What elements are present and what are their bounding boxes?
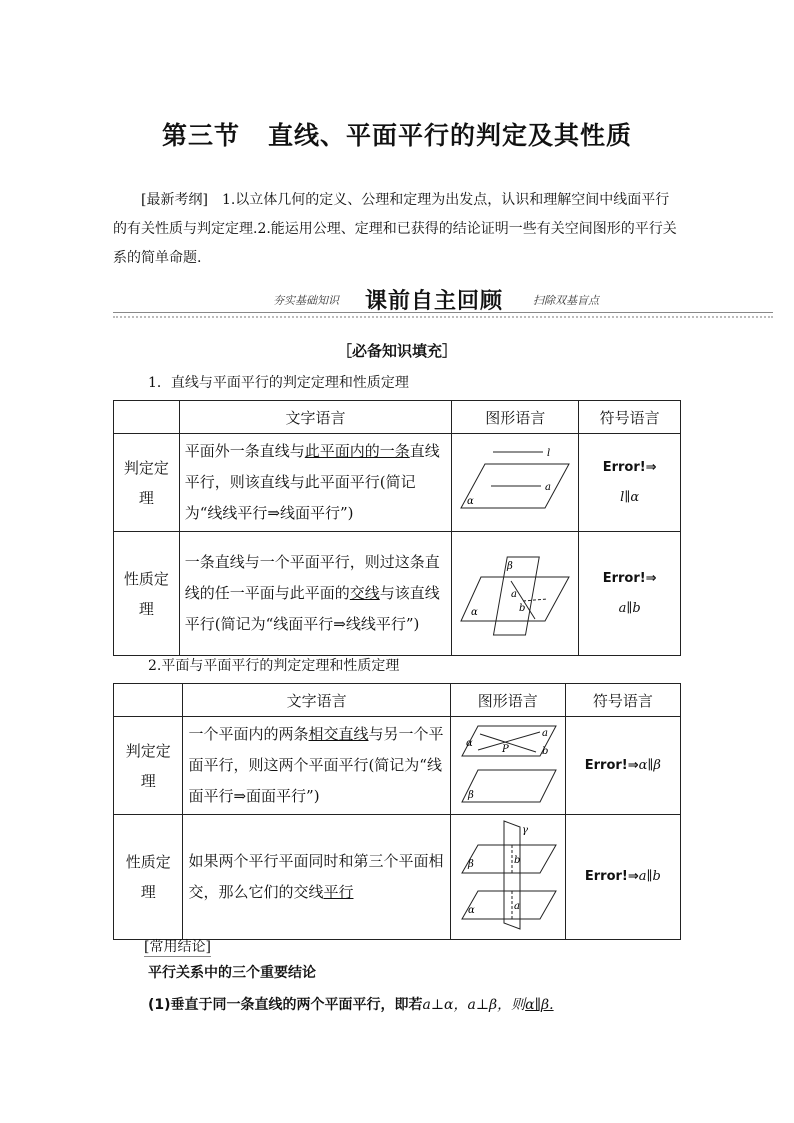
conclusions-tag: [常用结论] xyxy=(144,936,211,957)
syllabus-paragraph xyxy=(113,186,681,273)
label-alpha: α xyxy=(467,905,475,916)
row-label: 判定定理 xyxy=(114,434,180,532)
header-figure-language: 图形语言 xyxy=(450,684,565,717)
label-a: a xyxy=(545,481,552,493)
underlined-answer: 平行 xyxy=(323,883,354,901)
conclusion-text: (1)垂直于同一条直线的两个平面平行，即若 xyxy=(148,997,423,1013)
symbol-result: a∥b xyxy=(618,600,641,616)
header-symbol-language: 符号语言 xyxy=(565,684,680,717)
text-part: 一个平面内的两条 xyxy=(188,725,309,743)
symbol-top: Error!⇒ xyxy=(602,459,657,475)
header-text-language: 文字语言 xyxy=(183,684,450,717)
underlined-answer: 此平面内的一条 xyxy=(304,442,410,460)
conclusion-math: a⊥α，a⊥β，则 xyxy=(422,997,526,1013)
conclusions-heading: 平行关系中的三个重要结论 xyxy=(148,965,316,981)
syllabus-text: 1.以立体几何的定义、公理和定理为出发点，认识和理解空间中线面平行的有关性质与判定定理.2.能运用公理、定理和已获得的结论证明一些有关空间图形的平行关系的简单命题. xyxy=(113,192,677,266)
text-part: 一条直线与一个平面平行，则过这条直线的任一平面与此平面的 xyxy=(184,553,440,602)
line-plane-table xyxy=(113,400,681,656)
banner-right-text: 扫除双基盲点 xyxy=(533,294,599,307)
symbol-cell xyxy=(565,815,680,940)
label-a: a xyxy=(541,727,548,739)
row-label: 性质定理 xyxy=(114,532,180,656)
symbol-cell xyxy=(565,717,680,815)
label-b: b xyxy=(519,602,526,614)
label-alpha: α xyxy=(467,495,475,507)
table-row xyxy=(114,815,681,940)
banner-dotted-line xyxy=(113,316,773,318)
label-alpha: α xyxy=(465,737,473,749)
section-banner xyxy=(113,284,773,324)
row-label: 判定定理 xyxy=(114,717,183,815)
parallel-planes-figure xyxy=(456,722,560,806)
table-row xyxy=(114,532,681,656)
label-b: b xyxy=(541,745,549,757)
line-plane-parallel-figure xyxy=(457,444,573,518)
underlined-answer: 相交直线 xyxy=(308,725,369,743)
header-empty xyxy=(114,401,180,434)
page-title xyxy=(0,116,794,152)
theorem-text xyxy=(179,434,452,532)
section-topic: 直线、平面平行的判定及其性质 xyxy=(268,121,633,150)
row-label: 性质定理 xyxy=(114,815,183,940)
label-gamma: γ xyxy=(521,825,528,836)
label-b: b xyxy=(513,855,521,866)
label-a: a xyxy=(511,588,518,600)
label-alpha: α xyxy=(471,606,479,618)
figure-cell xyxy=(452,532,579,656)
table-row xyxy=(114,717,681,815)
banner-main-text: 课前自主回顾 xyxy=(365,289,504,314)
plane-plane-table xyxy=(113,683,681,940)
knowledge-heading: ［必备知识填充］ xyxy=(336,342,457,360)
text-part: 如果两个平行平面同时和第三个平面相交，那么它们的交线 xyxy=(188,852,444,901)
label-beta: β xyxy=(467,789,474,801)
plane-intersection-figure xyxy=(457,547,573,637)
text-part: 与该直线平行(简记为“线面平行⇒线线平行”) xyxy=(184,584,440,633)
header-text-language: 文字语言 xyxy=(179,401,452,434)
banner-left-text: 夯实基础知识 xyxy=(273,294,339,307)
symbol-result: α∥β xyxy=(638,757,661,773)
figure-cell xyxy=(452,434,579,532)
label-p: P xyxy=(501,743,509,755)
theorem-text xyxy=(183,717,450,815)
table1-caption: 1．直线与平面平行的判定定理和性质定理 xyxy=(148,375,409,391)
syllabus-tag: [最新考纲] xyxy=(141,192,208,208)
theorem-text xyxy=(179,532,452,656)
label-a: a xyxy=(513,901,520,912)
section-number: 第三节 xyxy=(161,121,240,150)
underlined-answer: 交线 xyxy=(349,584,380,602)
figure-cell xyxy=(450,717,565,815)
symbol-top: Error!⇒ xyxy=(584,869,639,884)
symbol-top: Error!⇒ xyxy=(584,757,639,773)
symbol-top: Error!⇒ xyxy=(602,570,657,586)
conclusion-result: α∥β. xyxy=(525,997,554,1013)
table-header-row xyxy=(114,401,681,434)
header-empty xyxy=(114,684,183,717)
three-planes-figure xyxy=(456,817,560,933)
label-beta: β xyxy=(507,560,514,572)
header-figure-language: 图形语言 xyxy=(452,401,579,434)
conclusion-item-1 xyxy=(148,994,554,1014)
text-part: 直线平行，则该直线与此平面平行(简记为“线线平行⇒线面平行”) xyxy=(184,442,440,522)
table-header-row xyxy=(114,684,681,717)
text-part: 与另一个平面平行，则这两个平面平行(简记为“线面平行⇒面面平行”) xyxy=(188,725,444,805)
theorem-text xyxy=(183,815,450,940)
text-part: 平面外一条直线与 xyxy=(184,442,305,460)
table-row xyxy=(114,434,681,532)
table2-caption: 2.平面与平面平行的判定定理和性质定理 xyxy=(148,658,400,674)
label-beta: β xyxy=(467,859,474,870)
figure-cell xyxy=(450,815,565,940)
header-symbol-language: 符号语言 xyxy=(579,401,681,434)
symbol-result: l∥α xyxy=(620,489,640,505)
symbol-result: a∥b xyxy=(638,869,661,884)
symbol-cell xyxy=(579,532,681,656)
symbol-cell xyxy=(579,434,681,532)
label-l: l xyxy=(547,447,551,459)
